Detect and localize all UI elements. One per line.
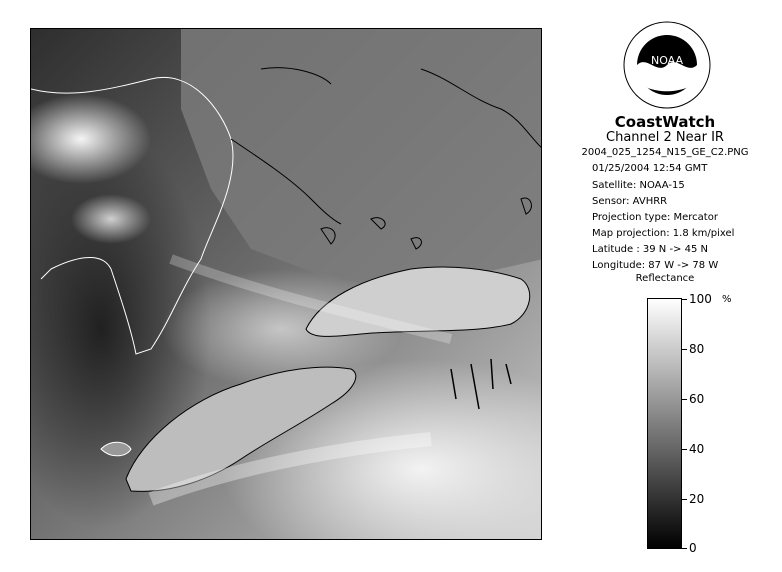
colorbar-tick — [682, 349, 687, 350]
colorbar-tick-label: 100 — [689, 292, 712, 306]
longitude: Longitude: 87 W -> 78 W — [592, 260, 719, 271]
colorbar-tick-label: 0 — [689, 541, 697, 555]
satellite: Satellite: NOAA-15 — [592, 180, 685, 191]
sensor: Sensor: AVHRR — [592, 196, 668, 207]
subtitle: Channel 2 Near IR — [606, 130, 724, 145]
colorbar-tick-label: 40 — [689, 442, 705, 456]
colorbar-unit: % — [722, 294, 732, 305]
filename: 2004_025_1254_N15_GE_C2.PNG — [581, 147, 749, 158]
colorbar-tick-label: 60 — [689, 392, 705, 406]
colorbar-tick-label: 80 — [689, 342, 705, 356]
colorbar-tick — [682, 399, 687, 400]
datetime: 01/25/2004 12:54 GMT — [592, 163, 708, 174]
cloud-northwest-2 — [71, 194, 151, 244]
noaa-logo — [622, 20, 712, 110]
latitude: Latitude : 39 N -> 45 N — [592, 244, 708, 255]
map-projection: Map projection: 1.8 km/pixel — [592, 228, 735, 239]
title: CoastWatch — [614, 113, 716, 131]
colorbar — [647, 298, 682, 549]
colorbar-title: Reflectance — [635, 273, 695, 284]
svg-text:NOAA: NOAA — [650, 54, 684, 67]
colorbar-tick — [682, 499, 687, 500]
colorbar-tick — [682, 449, 687, 450]
map-svg — [31, 29, 542, 540]
colorbar-tick — [682, 548, 687, 549]
colorbar-tick-label: 20 — [689, 492, 705, 506]
projection-type: Projection type: Mercator — [592, 212, 718, 223]
colorbar-tick — [682, 299, 687, 300]
satellite-map[interactable] — [30, 28, 542, 540]
